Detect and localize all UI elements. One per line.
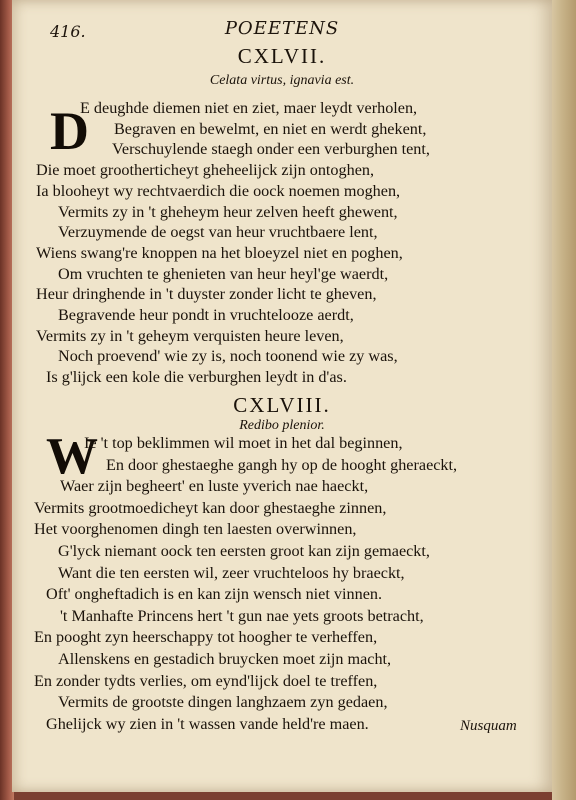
- verse-line: Is g'lijck een kole die verburghen leydt in d'as.: [46, 368, 347, 387]
- running-head: POEETENS: [224, 18, 340, 39]
- verse-line: Begraven en bewelmt, en niet en werdt ghekent,: [114, 119, 427, 138]
- verse-line: Want die ten eersten wil, zeer vruchteloos hy braeckt,: [58, 563, 405, 582]
- verse-line: Ghelijck wy zien in 't wassen vande held're maen.: [46, 714, 369, 733]
- verse-line: Ia blooheyt wy rechtvaerdich die oock noemen moghen,: [36, 181, 401, 200]
- verse-line: E deughde diemen niet en ziet, maer leydt verholen,: [80, 99, 418, 117]
- verse-line: Verschuylende staegh onder een verburghen tent,: [112, 140, 430, 159]
- poem-2-motto: Redibo plenior.: [239, 418, 325, 433]
- verse-line: Vermits zy in 't geheym verquisten heure leven,: [36, 326, 344, 345]
- book-page: [12, 0, 552, 792]
- verse-line: Het voorghenomen dingh ten laesten overwinnen,: [34, 520, 357, 539]
- poem-1-motto: Celata virtus, ignavia est.: [209, 73, 355, 88]
- next-page-edge: [552, 0, 576, 800]
- verse-line: En door ghestaeghe gangh hy op de hooght gheraeckt,: [106, 455, 458, 474]
- verse-line: Heur dringhende in 't duyster zonder licht te gheven,: [36, 285, 377, 304]
- verse-line: Verzuymende de oegst van heur vruchtbaere lent,: [58, 223, 378, 242]
- verse-line: Waer zijn begheert' en luste yverich nae haeckt,: [60, 477, 369, 496]
- verse-line: Om vruchten te ghenieten van heur heyl'ge waerdt,: [58, 264, 389, 283]
- verse-line: 't Manhafte Princens hert 't gun nae yets groots betracht,: [60, 606, 424, 625]
- verse-line: Die moet grootherticheyt gheheelijck zijn ontoghen,: [36, 161, 375, 180]
- poem-1-number: CXLVII.: [237, 44, 327, 68]
- verse-line: Vermits de grootste dingen langhzaem zyn gedaen,: [58, 693, 388, 712]
- verse-line: Begravende heur pondt in vruchtelooze aerdt,: [58, 306, 354, 324]
- verse-line: G'lyck niemant oock ten eersten groot kan zijn gemaeckt,: [58, 542, 430, 560]
- verse-line: Oft' ongheftadich is en kan zijn wensch niet vinnen.: [46, 585, 383, 604]
- poem-2-drop-cap: W: [46, 428, 98, 485]
- verse-line: En pooght zyn heerschappy tot hoogher te verheffen,: [34, 628, 378, 647]
- verse-line: En zonder tydts verlies, om eynd'lijck doel te treffen,: [34, 671, 378, 690]
- poem-2-number: CXLVIII.: [233, 393, 331, 417]
- verse-line: Noch proevend' wie zy is, noch toonend wie zy was,: [58, 347, 398, 366]
- verse-line: Vermits grootmoedicheyt kan door ghestaeghe zinnen,: [34, 498, 387, 517]
- verse-line: Wiens swang're knoppen na het bloeyzel niet en poghen,: [36, 243, 403, 262]
- page-number: 416.: [50, 22, 86, 41]
- verse-line: Allenskens en gestadich bruycken moet zijn macht,: [58, 650, 392, 668]
- catchword: Nusquam: [460, 718, 517, 734]
- poem-1-drop-cap: D: [50, 101, 89, 161]
- verse-line: Ie 't top beklimmen wil moet in het dal beginnen,: [84, 434, 403, 452]
- verse-line: Vermits zy in 't gheheym heur zelven heeft ghewent,: [58, 202, 398, 221]
